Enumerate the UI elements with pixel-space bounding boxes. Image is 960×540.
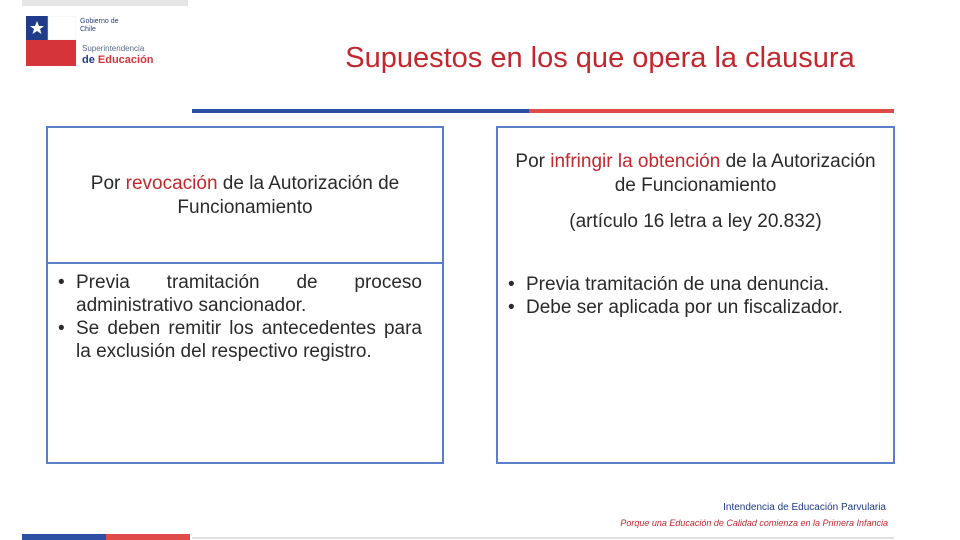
heading-prefix: Por (515, 151, 551, 172)
bottom-rule (192, 537, 894, 539)
logo-educacion-accent: Educación (97, 54, 154, 66)
list-item (58, 317, 422, 363)
bullet-dot-icon: • (508, 274, 515, 295)
infraction-panel (496, 126, 895, 464)
superintendencia-logo (26, 16, 166, 68)
bullet-text: Debe ser aplicada por un fiscalizador. (526, 297, 843, 318)
top-decorative-line (22, 0, 188, 6)
bullet-dot-icon: • (58, 272, 65, 293)
panel-divider (48, 262, 442, 264)
bullet-dot-icon: • (508, 297, 515, 318)
gobierno-de-chile-text: Gobierno de Chile (80, 18, 119, 33)
bullet-text: Previa tramitación de proceso administrativo sancionador. (76, 272, 422, 316)
footer-organization: Intendencia de Educación Parvularia (723, 502, 886, 513)
revocation-bullet-list (58, 271, 422, 363)
footer-tagline: Porque una Educación de Calidad comienza en la Primera Infancia (620, 518, 888, 528)
heading-prefix: Por (90, 173, 126, 194)
revocation-panel (46, 126, 444, 464)
logo-educacion-prefix: de (82, 54, 98, 66)
logo-superintendencia-text: Superintendencia (82, 44, 145, 53)
heading-suffix: de la Autorización de Funcionamiento (614, 151, 876, 196)
logo-educacion-text (82, 54, 154, 66)
list-item (58, 271, 422, 317)
heading-highlight: revocación (125, 173, 218, 194)
heading-highlight: infringir la obtención (550, 151, 721, 172)
bullet-text: Previa tramitación de una denuncia. (526, 274, 830, 295)
bottom-brand-bar (22, 534, 190, 540)
infraction-bullet-list (508, 273, 889, 319)
heading-suffix: de la Autorización de Funcionamiento (177, 173, 400, 218)
slide-title: Supuestos en los que opera la clausura (345, 42, 855, 74)
bullet-text: Se deben remitir los antecedentes para la exclusión del respectivo registro. (76, 318, 422, 362)
revocation-heading (58, 172, 432, 220)
list-item (508, 273, 889, 296)
title-underline (192, 109, 894, 113)
chile-government-shield-icon (26, 16, 76, 66)
infraction-heading (508, 150, 883, 234)
list-item (508, 296, 889, 319)
legal-reference: (artículo 16 letra a ley 20.832) (569, 211, 822, 232)
bullet-dot-icon: • (58, 318, 65, 339)
